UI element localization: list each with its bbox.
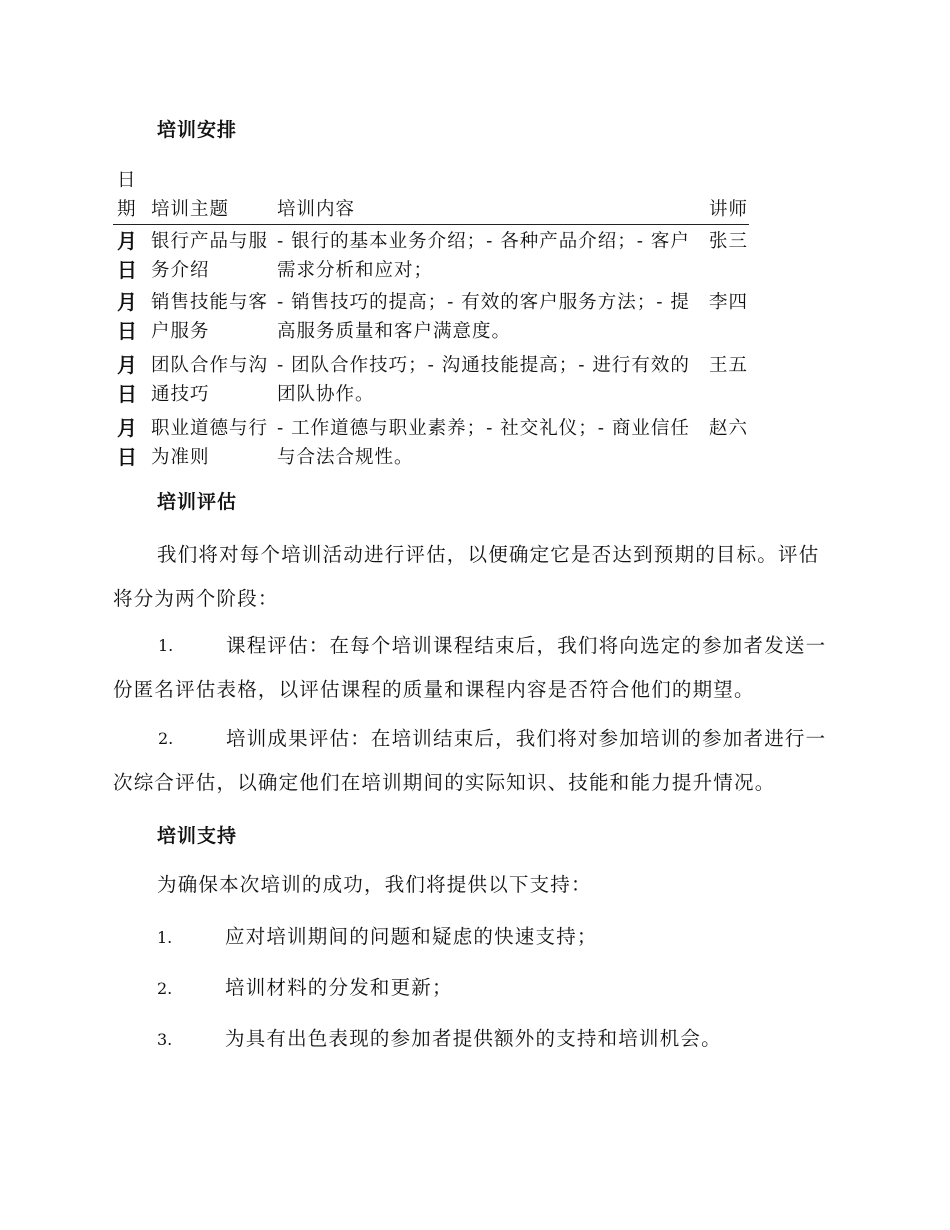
evaluation-heading: 培训评估: [157, 491, 238, 513]
row-content: - 银行的基本业务介绍；- 各种产品介绍；- 客户需求分析和应对；: [277, 231, 690, 281]
evaluation-item: [113, 717, 833, 805]
item-text: 课程评估：在每个培训课程结束后，我们将向选定的参加者发送一份匿名评估表格，以评估课程的质量和课程内容是否符合他们的期望。: [113, 634, 827, 701]
row-date: 月日: [117, 289, 138, 343]
item-number: 2.: [158, 729, 174, 748]
row-lecturer: 李四: [709, 291, 749, 313]
support-heading: 培训支持: [157, 825, 238, 847]
row-topic: 职业道德与行为准则: [151, 417, 269, 468]
table-row: [113, 288, 749, 351]
table-row: [113, 414, 749, 477]
support-item: [157, 1024, 722, 1055]
support-intro: 为确保本次培训的成功，我们将提供以下支持：: [157, 873, 592, 896]
row-date: 月日: [117, 229, 138, 282]
item-number: 1.: [157, 928, 173, 947]
schedule-table: [113, 166, 749, 477]
header-topic: 培训主题: [151, 166, 277, 225]
item-number: 2.: [157, 979, 173, 998]
row-content: - 团队合作技巧；- 沟通技能提高；- 进行有效的团队协作。: [277, 354, 690, 405]
schedule-heading: 培训安排: [157, 119, 238, 141]
row-topic: 团队合作与沟通技巧: [151, 354, 269, 405]
support-item: [157, 973, 453, 1004]
support-item: [157, 922, 598, 953]
item-number: 3.: [157, 1030, 173, 1049]
row-date: 月日: [117, 415, 138, 469]
item-text: 应对培训期间的问题和疑虑的快速支持；: [225, 925, 598, 948]
row-topic: 销售技能与客户服务: [151, 291, 269, 342]
row-lecturer: 赵六: [709, 417, 749, 439]
item-text: 为具有出色表现的参加者提供额外的支持和培训机会。: [225, 1027, 722, 1050]
header-date: 日期: [113, 166, 151, 225]
row-content: - 销售技巧的提高；- 有效的客户服务方法；- 提高服务质量和客户满意度。: [277, 291, 690, 342]
row-date: 月日: [117, 352, 138, 406]
evaluation-item: [113, 624, 833, 712]
table-row: [113, 351, 749, 414]
evaluation-intro: 我们将对每个培训活动进行评估，以便确定它是否达到预期的目标。评估将分为两个阶段：: [113, 543, 820, 610]
schedule-header-row: [113, 166, 749, 225]
row-lecturer: 王五: [709, 354, 749, 376]
row-content: - 工作道德与职业素养；- 社交礼仪；- 商业信任与合法合规性。: [277, 417, 690, 468]
row-lecturer: 张三: [709, 231, 749, 252]
item-number: 1.: [158, 636, 174, 655]
item-text: 培训材料的分发和更新；: [225, 976, 453, 999]
header-content: 培训内容: [277, 166, 709, 225]
header-lecturer: 讲师: [709, 166, 749, 225]
row-topic: 银行产品与服务介绍: [151, 231, 269, 281]
table-row: [113, 225, 749, 288]
item-text: 培训成果评估：在培训结束后，我们将对参加培训的参加者进行一次综合评估，以确定他们在培训期间的实际知识、技能和能力提升情况。: [113, 727, 827, 794]
